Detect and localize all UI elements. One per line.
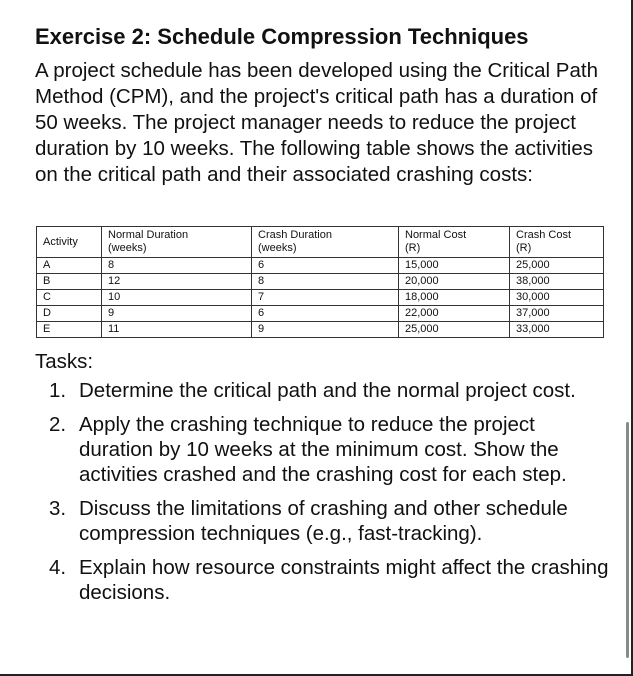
cell-normal-cost: 15,000	[399, 258, 510, 274]
cell-crash-duration: 6	[252, 306, 399, 322]
cell-normal-duration: 9	[102, 306, 252, 322]
cell-activity: A	[37, 258, 102, 274]
cell-crash-duration: 6	[252, 258, 399, 274]
cell-normal-duration: 10	[102, 290, 252, 306]
header-crash-cost: Crash Cost (R)	[510, 227, 604, 258]
cell-normal-cost: 25,000	[399, 322, 510, 338]
cell-normal-cost: 20,000	[399, 274, 510, 290]
cell-crash-cost: 25,000	[510, 258, 604, 274]
header-normal-cost: Normal Cost (R)	[399, 227, 510, 258]
task-number: 4.	[49, 556, 67, 579]
table-row	[37, 290, 604, 306]
list-item	[49, 496, 609, 546]
list-item	[49, 412, 609, 487]
cell-crash-duration: 8	[252, 274, 399, 290]
task-list	[49, 378, 609, 614]
task-text: Explain how resource constraints might affect the crashing decisions.	[79, 556, 609, 604]
cell-normal-cost: 18,000	[399, 290, 510, 306]
vertical-scrollbar[interactable]	[626, 422, 629, 658]
cell-activity: E	[37, 322, 102, 338]
task-number: 3.	[49, 497, 67, 520]
cell-normal-duration: 12	[102, 274, 252, 290]
cell-crash-cost: 30,000	[510, 290, 604, 306]
table-header-row	[37, 227, 604, 258]
cell-normal-duration: 11	[102, 322, 252, 338]
exercise-title: Exercise 2: Schedule Compression Techniques	[35, 24, 529, 49]
task-number: 1.	[49, 379, 67, 402]
table-row	[37, 322, 604, 338]
cell-normal-cost: 22,000	[399, 306, 510, 322]
cell-activity: D	[37, 306, 102, 322]
cell-crash-duration: 9	[252, 322, 399, 338]
header-normal-duration: Normal Duration (weeks)	[102, 227, 252, 258]
cell-crash-cost: 33,000	[510, 322, 604, 338]
task-text: Apply the crashing technique to reduce the project duration by 10 weeks at the minimum cost. Show the activities crashed and the crashing cost for each step.	[79, 413, 567, 486]
header-crash-duration: Crash Duration (weeks)	[252, 227, 399, 258]
tasks-heading: Tasks:	[35, 350, 94, 373]
cell-activity: C	[37, 290, 102, 306]
task-number: 2.	[49, 413, 67, 436]
cell-crash-cost: 38,000	[510, 274, 604, 290]
list-item	[49, 555, 609, 605]
header-activity: Activity	[37, 227, 102, 258]
cell-normal-duration: 8	[102, 258, 252, 274]
table-row	[37, 306, 604, 322]
intro-paragraph: A project schedule has been developed using the Critical Path Method (CPM), and the project's critical path has a duration of 50 weeks. The project manager needs to reduce the project duration by 10 weeks. The following table shows the activities on the critical path and their associated crashing costs:	[35, 59, 598, 186]
cell-activity: B	[37, 274, 102, 290]
cell-crash-duration: 7	[252, 290, 399, 306]
list-item	[49, 378, 609, 403]
crashing-cost-table	[36, 226, 604, 338]
cell-crash-cost: 37,000	[510, 306, 604, 322]
task-text: Discuss the limitations of crashing and other schedule compression techniques (e.g., fast-tracking).	[79, 497, 568, 545]
table-row	[37, 258, 604, 274]
table-row	[37, 274, 604, 290]
task-text: Determine the critical path and the normal project cost.	[79, 379, 576, 402]
